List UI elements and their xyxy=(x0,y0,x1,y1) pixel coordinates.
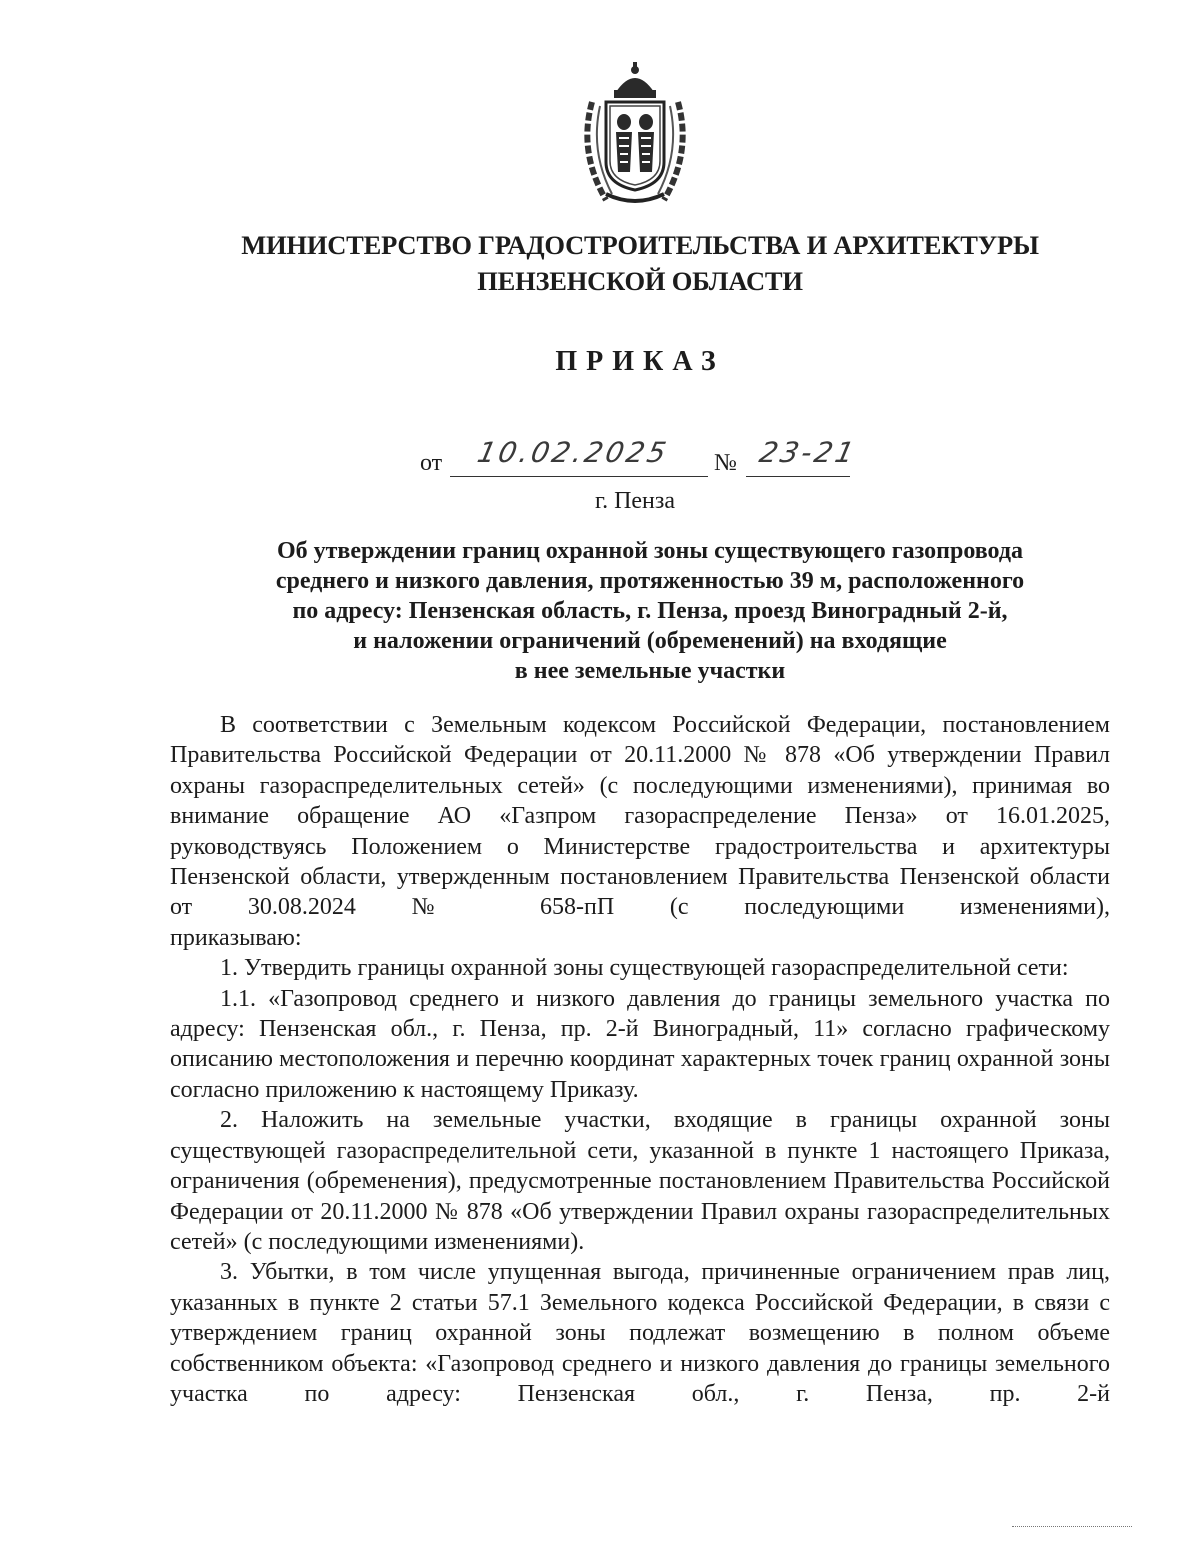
body-paragraph-order: приказываю: xyxy=(170,924,302,951)
ministry-name-line1: МИНИСТЕРСТВО ГРАДОСТРОИТЕЛЬСТВА И АРХИТЕКТУРЫ xyxy=(241,230,1039,260)
subject-line: по адресу: Пензенская область, г. Пенза, проезд Виноградный 2-й, xyxy=(292,598,1008,624)
body-paragraph-1: 1. Утвердить границы охранной зоны существующей газораспределительной сети: xyxy=(220,955,1069,982)
number-underline xyxy=(746,476,850,477)
ministry-name-line2: ПЕНЗЕНСКОЙ ОБЛАСТИ xyxy=(477,266,803,296)
body-paragraph-1-1: 1.1. «Газопровод среднего и низкого давления до границы земельного участка по адресу: Пензенская обл., г. Пенза, пр. 2-й Виноградный, 11» согласно графическому описанию местоположения и перечню координат характерных точек границ охранной зоны согласно приложению к настоящему Приказу. xyxy=(170,985,1110,1103)
handwritten-date: 10.02.2025 xyxy=(474,436,672,469)
body-paragraph-2: 2. Наложить на земельные участки, входящие в границы охранной зоны существующей газораспределительной сети, указанной в пункте 1 настоящего Приказа, ограничения (обременения), предусмотренные постановлением Правительства Российской Федерации от 20.11.2000 № 878 «Об утверждении Правил охраны газораспределительных сетей» (с последующими изменениями). xyxy=(170,1107,1110,1255)
body-paragraph-3: 3. Убытки, в том числе упущенная выгода, причиненные ограничением прав лиц, указанных в пункте 2 статьи 57.1 Земельного кодекса Российской Федерации, в связи с утверждением границ охранной зоны подлежат возмещению в полном объеме собственником объекта: «Газопровод среднего и низкого давления до границы земельного участка по адресу: Пензенская обл., г. Пенза, пр. 2-й xyxy=(170,1259,1110,1407)
handwritten-number: 23-21 xyxy=(756,436,860,469)
ministry-name xyxy=(150,227,1130,299)
scan-artifact-divider xyxy=(1012,1526,1132,1527)
date-label: от xyxy=(420,450,443,476)
document-type-title: ПРИКАЗ xyxy=(555,346,725,377)
date-underline xyxy=(450,476,708,477)
subject-line: Об утверждении границ охранной зоны существующего газопровода xyxy=(276,538,1024,564)
order-subject xyxy=(150,536,1150,686)
city-label: г. Пенза xyxy=(594,488,676,514)
body-paragraph-intro: В соответствии с Земельным кодексом Российской Федерации, постановлением Правительства Российской Федерации от 20.11.2000 № 878 «Об утверждении Правил охраны газораспределительных сетей» (с последующими изменениями), принимая во внимание обращение АО «Газпром газораспределение Пенза» от 16.01.2025, руководствуясь Положением о Министерстве градостроительства и архитектуры Пензенской области, утвержденным постановлением Правительства Пензенской области от 30.08.2024 № 658-пП (с последующими изменениями), xyxy=(170,712,1110,921)
number-label: № xyxy=(714,450,737,476)
subject-line: среднего и низкого давления, протяженностью 39 м, расположенного xyxy=(275,568,1025,594)
penza-region-coat-of-arms-icon xyxy=(576,62,694,208)
order-body xyxy=(170,710,1110,1409)
subject-line: и наложении ограничений (обременений) на входящие xyxy=(353,628,947,654)
subject-line: в нее земельные участки xyxy=(514,658,786,684)
